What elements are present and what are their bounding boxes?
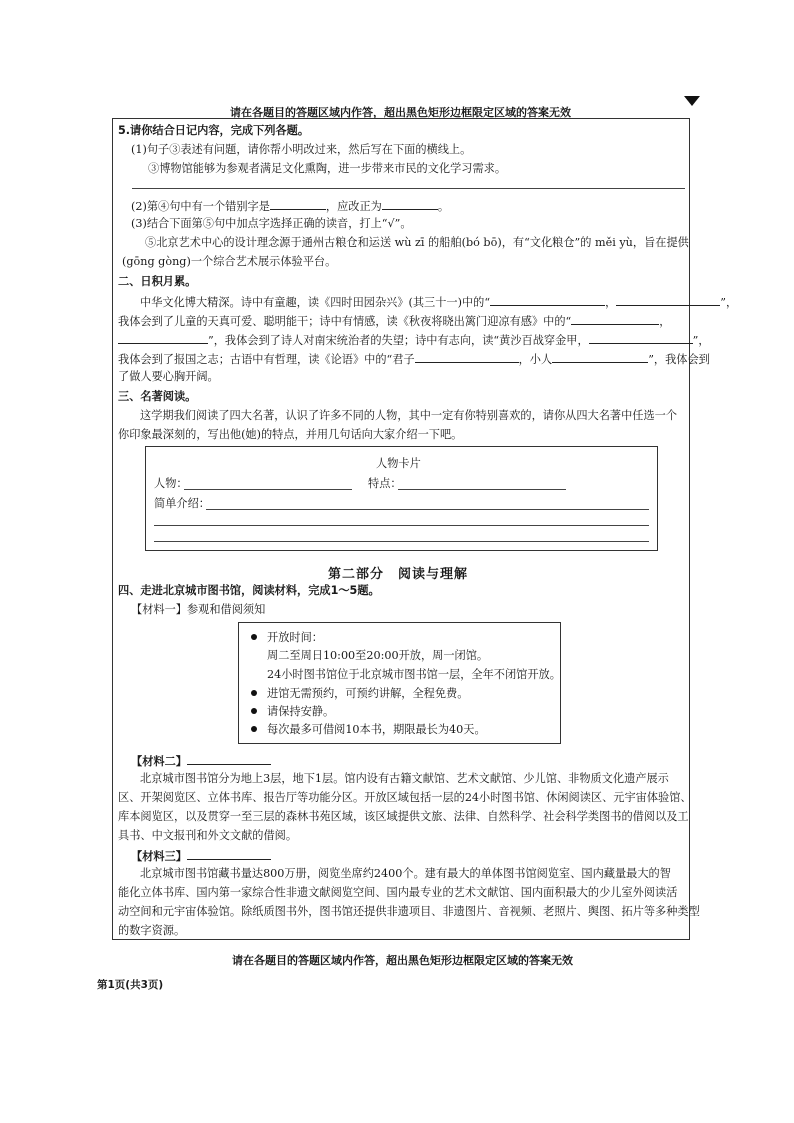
trait-blank[interactable] — [398, 489, 566, 490]
sec2-l3-a: ”，我体会到了诗人对南宋统治者的失望；诗中有志向，读“黄沙百战穿金甲， — [208, 334, 589, 347]
intro-line-3[interactable] — [154, 541, 649, 542]
card-title: 人物卡片 — [376, 457, 421, 470]
sec3-title: 三、名著阅读。 — [118, 390, 197, 403]
material3-label-text: 【材料三】 — [131, 850, 187, 863]
notice-item-text: 请保持安静。 — [267, 705, 335, 718]
sec2-l1-c: ”， — [720, 296, 738, 309]
wrong-char-blank[interactable] — [270, 198, 326, 210]
sec3-line1: 这学期我们阅读了四大名著，认识了许多不同的人物，其中一定有你特别喜欢的，请你从四大名著中任选一个 — [140, 409, 678, 422]
sec2-l4-c: ”，我体会到 — [648, 353, 710, 366]
header-notice: 请在各题目的答题区域内作答，超出黑色矩形边框限定区域的答案无效 — [230, 106, 571, 119]
character-card — [145, 446, 658, 551]
notice-item-24h: 24小时图书馆位于北京城市图书馆一层，全年不闭馆开放。 — [267, 668, 561, 681]
person-label: 人物： — [154, 477, 188, 490]
notice-item-borrow — [251, 723, 486, 737]
poem-blank-2[interactable] — [616, 294, 720, 306]
material2-label — [131, 753, 271, 769]
sec2-line4 — [118, 351, 710, 367]
q5-sub3: (3)结合下面第⑤句中加点字选择正确的读音，打上“√”。 — [131, 217, 412, 230]
notice-item-text: 开放时间： — [267, 631, 323, 644]
sec3-line2: 你印象最深刻的，写出他(她)的特点，并用几句话向大家介绍一下吧。 — [118, 428, 463, 441]
material2-line1: 北京城市图书馆分为地上3层，地下1层。馆内设有古籍文献馆、艺术文献馆、少儿馆、非物质文化遗产展示 — [140, 772, 669, 785]
material1-label: 【材料一】参观和借阅须知 — [131, 603, 266, 616]
q5-sub1: (1)句子③表述有问题，请你帮小明改过来，然后写在下面的横线上。 — [131, 143, 472, 156]
person-blank[interactable] — [184, 489, 352, 490]
sec2-l4-b: ，小人 — [518, 353, 553, 366]
material2-label-text: 【材料二】 — [131, 755, 187, 768]
q5-sub2 — [131, 198, 449, 214]
sec2-line2 — [118, 313, 670, 329]
material3-line2: 能化立体书库、国内第一家综合性非遗文献阅览空间、国内最专业的艺术文献馆、国内面积最大的少儿室外阅读活 — [118, 886, 678, 899]
part2-title: 第二部分 阅读与理解 — [328, 567, 469, 582]
bullet-icon — [251, 690, 257, 696]
poem-blank-1[interactable] — [490, 294, 605, 306]
bullet-icon — [251, 708, 257, 714]
bullet-icon — [251, 726, 257, 732]
poem-blank-5[interactable] — [589, 332, 693, 344]
sec4-title: 四、走进北京城市图书馆，阅读材料，完成1～5题。 — [118, 584, 380, 597]
notice-item-entry — [251, 687, 468, 701]
notice-item-quiet — [251, 705, 334, 719]
sec2-title: 二、日积月累。 — [118, 275, 197, 288]
bullet-icon — [251, 634, 257, 640]
q5-title: 5.请你结合日记内容，完成下列各题。 — [118, 124, 310, 137]
sec2-l3-b: ”， — [692, 334, 710, 347]
poem-blank-4[interactable] — [118, 332, 208, 344]
corner-marker-icon — [684, 96, 700, 106]
sec2-l2-b: ， — [659, 315, 671, 328]
material2-line2: 区、开架阅览区、立体书库、报告厅等功能分区。开放区域包括一层的24小时图书馆、休闲阅读区、元宇宙体验馆、 — [118, 791, 692, 804]
q5-sub2-b: ，应改正为 — [325, 200, 382, 213]
material3-label — [131, 848, 271, 864]
material3-title-blank[interactable] — [187, 848, 271, 860]
intro-line-2[interactable] — [154, 525, 649, 526]
sec2-line3 — [118, 332, 710, 348]
notice-item-hours — [251, 631, 323, 645]
trait-label: 特点： — [368, 477, 402, 490]
intro-line-1[interactable] — [206, 509, 649, 510]
sec2-l1-b: ， — [605, 296, 617, 309]
sec2-line5: 了做人要心胸开阔。 — [118, 370, 219, 383]
material2-line4: 具书、中文报刊和外文文献的借阅。 — [118, 829, 298, 842]
material2-line3: 库本阅览区，以及贯穿一至三层的森林书苑区域，该区域提供文旅、法律、自然科学、社会科学类图书的借阅以及工 — [118, 810, 689, 823]
q5-sentence3: ③博物馆能够为参观者满足文化熏陶，进一步带来市民的文化学习需求。 — [148, 162, 507, 175]
q5-sentence5-b: (gōng gòng)一个综合艺术展示体验平台。 — [122, 255, 337, 268]
footer-notice: 请在各题目的答题区域内作答，超出黑色矩形边框限定区域的答案无效 — [232, 954, 573, 967]
page-number: 第1页(共3页) — [97, 979, 164, 991]
sec2-line1 — [140, 294, 737, 310]
material1-notice-box — [238, 622, 561, 744]
q5-sub2-a: (2)第④句中有一个错别字是 — [131, 200, 270, 213]
analects-blank-2[interactable] — [552, 351, 648, 363]
material2-title-blank[interactable] — [187, 753, 271, 765]
analects-blank-1[interactable] — [415, 351, 519, 363]
sec2-l2-a: 我体会到了儿童的天真可爱、聪明能干；诗中有情感，读《秋夜将晓出篱门迎凉有感》中的“ — [118, 315, 572, 328]
notice-item-text: 进馆无需预约，可预约讲解，全程免费。 — [267, 687, 469, 700]
poem-blank-3[interactable] — [571, 313, 659, 325]
notice-item-hours-detail: 周二至周日10:00至20:00开放，周一闭馆。 — [267, 649, 489, 662]
intro-label: 简单介绍： — [154, 497, 210, 510]
q5-sub2-c: 。 — [437, 200, 450, 213]
material3-line4: 的数字资源。 — [118, 924, 186, 937]
correct-char-blank[interactable] — [382, 198, 438, 210]
q5-sentence5-a: ⑤北京艺术中心的设计理念源于通州古粮仓和运送 wù zī 的船舶(bó bō)，有“文化粮仓”的 měi yù，旨在提供 — [145, 236, 689, 249]
material3-line1: 北京城市图书馆藏书量达800万册，阅览坐席约2400个。建有最大的单体图书馆阅览室、国内藏量最大的智 — [140, 867, 671, 880]
sec2-l4-a: 我体会到了报国之志；古语中有哲理，读《论语》中的“君子 — [118, 353, 415, 366]
material3-line3: 动空间和元宇宙体验馆。除纸质图书外，图书馆还提供非遗项目、非遗图片、音视频、老照片、舆图、拓片等多种类型 — [118, 905, 700, 918]
sec2-l1-a: 中华文化博大精深。诗中有童趣，读《四时田园杂兴》(其三十一)中的“ — [140, 296, 491, 309]
notice-item-text: 每次最多可借阅10本书，期限最长为40天。 — [267, 723, 486, 736]
q5-answer-line[interactable] — [132, 188, 685, 189]
